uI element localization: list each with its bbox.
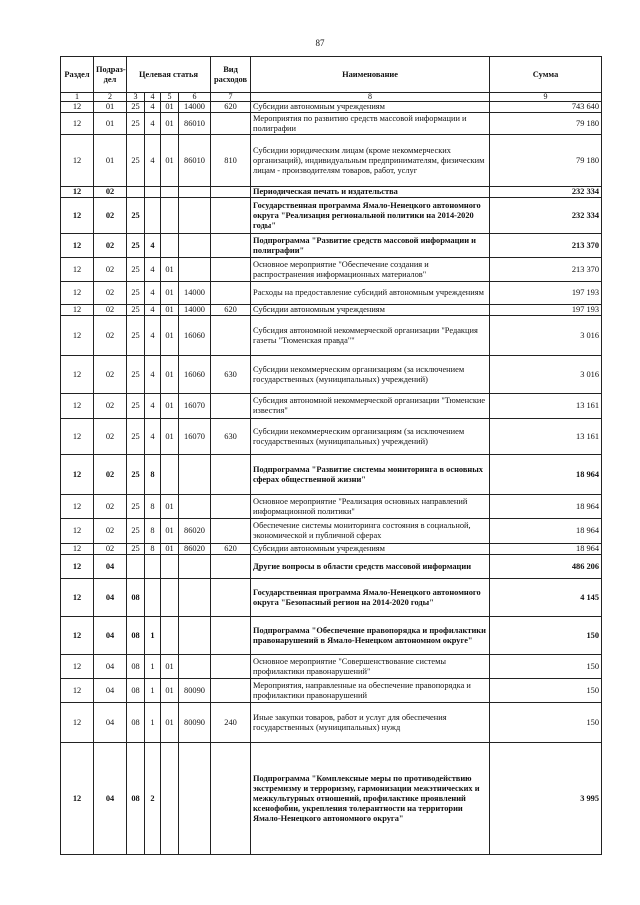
cell-razdel: 12	[61, 356, 94, 394]
table-row	[61, 305, 602, 316]
cell-direction: 86020	[179, 544, 211, 555]
cell-subprogram: 4	[145, 258, 161, 282]
cell-podrazdel: 01	[94, 113, 127, 135]
cell-podrazdel: 02	[94, 187, 127, 198]
cell-razdel: 12	[61, 617, 94, 655]
cell-subprogram: 2	[145, 743, 161, 855]
cell-name: Мероприятия по развитию средств массовой информации и полиграфии	[251, 113, 490, 135]
cell-vid	[211, 198, 251, 234]
cell-name: Субсидии автономным учреждениям	[251, 544, 490, 555]
col-num: 9	[490, 93, 602, 102]
cell-name: Иные закупки товаров, работ и услуг для обеспечения государственных (муниципальных) нужд	[251, 703, 490, 743]
cell-program: 25	[127, 316, 145, 356]
cell-subprogram: 8	[145, 544, 161, 555]
cell-razdel: 12	[61, 282, 94, 305]
cell-sum: 150	[490, 617, 602, 655]
table-row	[61, 187, 602, 198]
cell-program: 25	[127, 544, 145, 555]
col-num: 2	[94, 93, 127, 102]
cell-podrazdel: 04	[94, 703, 127, 743]
cell-sum: 3 016	[490, 356, 602, 394]
table-row	[61, 356, 602, 394]
cell-podrazdel: 02	[94, 305, 127, 316]
cell-subprogram: 4	[145, 113, 161, 135]
table-row	[61, 316, 602, 356]
cell-subprogram: 4	[145, 282, 161, 305]
cell-razdel: 12	[61, 743, 94, 855]
cell-subprogram: 1	[145, 617, 161, 655]
cell-vid	[211, 655, 251, 679]
cell-name: Основное мероприятие "Совершенствование системы профилактики правонарушений"	[251, 655, 490, 679]
cell-razdel: 12	[61, 544, 94, 555]
cell-razdel: 12	[61, 455, 94, 495]
cell-measure	[161, 743, 179, 855]
cell-program	[127, 555, 145, 579]
cell-vid	[211, 282, 251, 305]
cell-vid	[211, 316, 251, 356]
cell-podrazdel: 01	[94, 102, 127, 113]
cell-direction	[179, 455, 211, 495]
cell-sum: 197 193	[490, 282, 602, 305]
cell-name: Периодическая печать и издательства	[251, 187, 490, 198]
cell-podrazdel: 01	[94, 135, 127, 187]
cell-program: 25	[127, 234, 145, 258]
cell-measure: 01	[161, 102, 179, 113]
cell-name: Субсидии автономным учреждениям	[251, 102, 490, 113]
table-row	[61, 282, 602, 305]
cell-subprogram: 4	[145, 135, 161, 187]
cell-vid	[211, 743, 251, 855]
cell-program: 25	[127, 113, 145, 135]
table-row	[61, 258, 602, 282]
cell-subprogram: 4	[145, 234, 161, 258]
cell-podrazdel: 02	[94, 519, 127, 544]
table-row	[61, 234, 602, 258]
cell-podrazdel: 02	[94, 282, 127, 305]
cell-direction: 16070	[179, 419, 211, 455]
cell-podrazdel: 04	[94, 679, 127, 703]
cell-subprogram	[145, 198, 161, 234]
cell-sum: 150	[490, 679, 602, 703]
cell-sum: 18 964	[490, 519, 602, 544]
col-num: 6	[179, 93, 211, 102]
cell-vid	[211, 187, 251, 198]
cell-measure: 01	[161, 305, 179, 316]
table-row	[61, 679, 602, 703]
table-row	[61, 419, 602, 455]
cell-name: Субсидии некоммерческим организациям (за исключением государственных (муниципальных) учреждений)	[251, 356, 490, 394]
cell-podrazdel: 04	[94, 555, 127, 579]
cell-sum: 232 334	[490, 187, 602, 198]
cell-vid	[211, 519, 251, 544]
cell-measure: 01	[161, 655, 179, 679]
cell-razdel: 12	[61, 258, 94, 282]
cell-sum: 18 964	[490, 544, 602, 555]
cell-measure	[161, 234, 179, 258]
header-vid: Вид расходов	[211, 57, 251, 93]
cell-measure: 01	[161, 258, 179, 282]
cell-direction: 80090	[179, 679, 211, 703]
cell-measure	[161, 187, 179, 198]
cell-subprogram: 8	[145, 519, 161, 544]
cell-name: Подпрограмма "Развитие средств массовой информации и полиграфии"	[251, 234, 490, 258]
cell-podrazdel: 04	[94, 579, 127, 617]
cell-razdel: 12	[61, 305, 94, 316]
cell-name: Подпрограмма "Комплексные меры по противодействию экстремизму и терроризму, гармонизации межэтнических и межкультурных отношений, профилактике проявлений ксенофобии, укрепления толерантности на территории Ямало-Ненецкого автономного округа"	[251, 743, 490, 855]
cell-program: 25	[127, 102, 145, 113]
cell-subprogram: 1	[145, 679, 161, 703]
cell-vid	[211, 579, 251, 617]
cell-direction	[179, 555, 211, 579]
cell-subprogram	[145, 187, 161, 198]
cell-direction: 14000	[179, 282, 211, 305]
cell-direction	[179, 655, 211, 679]
cell-name: Основное мероприятие "Реализация основных направлений информационной политики"	[251, 495, 490, 519]
cell-razdel: 12	[61, 316, 94, 356]
cell-measure: 01	[161, 282, 179, 305]
cell-measure: 01	[161, 679, 179, 703]
cell-direction: 16070	[179, 394, 211, 419]
cell-name: Подпрограмма "Развитие системы мониторинга в основных сферах общественной жизни"	[251, 455, 490, 495]
cell-razdel: 12	[61, 555, 94, 579]
cell-sum: 18 964	[490, 455, 602, 495]
cell-razdel: 12	[61, 703, 94, 743]
cell-vid: 620	[211, 305, 251, 316]
cell-razdel: 12	[61, 679, 94, 703]
cell-subprogram: 4	[145, 356, 161, 394]
cell-direction	[179, 258, 211, 282]
cell-program: 25	[127, 495, 145, 519]
cell-subprogram: 4	[145, 419, 161, 455]
cell-name: Субсидии юридическим лицам (кроме некоммерческих организаций), индивидуальным предпринимателям, физическим лицам - производителям товаров, работ, услуг	[251, 135, 490, 187]
cell-program: 08	[127, 579, 145, 617]
cell-razdel: 12	[61, 519, 94, 544]
header-podrazdel: Подраз- дел	[94, 57, 127, 93]
cell-sum: 79 180	[490, 135, 602, 187]
cell-name: Расходы на предоставление субсидий автономным учреждениям	[251, 282, 490, 305]
header-sum: Сумма	[490, 57, 602, 93]
cell-sum: 486 206	[490, 555, 602, 579]
table-row	[61, 394, 602, 419]
cell-name: Государственная программа Ямало-Ненецкого автономного округа "Безопасный регион на 2014-2020 годы"	[251, 579, 490, 617]
cell-name: Субсидия автономной некоммерческой организации "Тюменские известия"	[251, 394, 490, 419]
cell-vid	[211, 495, 251, 519]
cell-program: 08	[127, 655, 145, 679]
cell-program: 25	[127, 305, 145, 316]
table-row	[61, 113, 602, 135]
cell-razdel: 12	[61, 394, 94, 419]
cell-sum: 13 161	[490, 419, 602, 455]
cell-podrazdel: 02	[94, 356, 127, 394]
col-num: 5	[161, 93, 179, 102]
cell-vid: 810	[211, 135, 251, 187]
cell-podrazdel: 04	[94, 655, 127, 679]
cell-name: Основное мероприятие "Обеспечение создания и распространения информационных материалов"	[251, 258, 490, 282]
col-num: 1	[61, 93, 94, 102]
cell-vid	[211, 455, 251, 495]
page-number: 87	[315, 38, 325, 48]
cell-vid	[211, 258, 251, 282]
cell-program: 25	[127, 394, 145, 419]
cell-sum: 13 161	[490, 394, 602, 419]
cell-razdel: 12	[61, 495, 94, 519]
table-row	[61, 102, 602, 113]
cell-subprogram: 1	[145, 703, 161, 743]
cell-vid: 240	[211, 703, 251, 743]
cell-subprogram: 4	[145, 394, 161, 419]
cell-direction: 86010	[179, 135, 211, 187]
cell-razdel: 12	[61, 102, 94, 113]
cell-podrazdel: 02	[94, 316, 127, 356]
cell-vid	[211, 617, 251, 655]
cell-program: 08	[127, 617, 145, 655]
cell-name: Субсидия автономной некоммерческой организации "Редакция газеты "Тюменская правда""	[251, 316, 490, 356]
cell-direction	[179, 198, 211, 234]
table-row	[61, 555, 602, 579]
cell-program: 25	[127, 198, 145, 234]
table-row	[61, 519, 602, 544]
cell-direction: 86010	[179, 113, 211, 135]
cell-subprogram	[145, 579, 161, 617]
table-header-row	[61, 57, 602, 93]
cell-program: 25	[127, 258, 145, 282]
table-row	[61, 495, 602, 519]
cell-program: 08	[127, 743, 145, 855]
cell-sum: 3 995	[490, 743, 602, 855]
table-row	[61, 579, 602, 617]
cell-sum: 4 145	[490, 579, 602, 617]
cell-direction: 80090	[179, 703, 211, 743]
column-number-row	[61, 93, 602, 102]
cell-direction: 14000	[179, 102, 211, 113]
cell-sum: 3 016	[490, 316, 602, 356]
cell-measure: 01	[161, 519, 179, 544]
cell-razdel: 12	[61, 187, 94, 198]
cell-razdel: 12	[61, 113, 94, 135]
cell-measure: 01	[161, 419, 179, 455]
cell-measure: 01	[161, 113, 179, 135]
cell-sum: 150	[490, 703, 602, 743]
cell-measure	[161, 455, 179, 495]
col-num: 8	[251, 93, 490, 102]
cell-measure	[161, 579, 179, 617]
cell-podrazdel: 02	[94, 544, 127, 555]
cell-podrazdel: 02	[94, 455, 127, 495]
table-body	[61, 102, 602, 855]
cell-direction: 16060	[179, 316, 211, 356]
cell-program: 25	[127, 356, 145, 394]
cell-measure: 01	[161, 356, 179, 394]
cell-program: 25	[127, 519, 145, 544]
cell-vid: 630	[211, 356, 251, 394]
cell-program	[127, 187, 145, 198]
cell-measure: 01	[161, 495, 179, 519]
cell-razdel: 12	[61, 655, 94, 679]
cell-podrazdel: 02	[94, 198, 127, 234]
cell-measure: 01	[161, 135, 179, 187]
cell-direction: 86020	[179, 519, 211, 544]
cell-sum: 197 193	[490, 305, 602, 316]
cell-measure: 01	[161, 703, 179, 743]
table-row	[61, 703, 602, 743]
cell-subprogram: 4	[145, 305, 161, 316]
table-row	[61, 455, 602, 495]
cell-sum: 743 640	[490, 102, 602, 113]
cell-name: Другие вопросы в области средств массовой информации	[251, 555, 490, 579]
cell-program: 25	[127, 455, 145, 495]
cell-podrazdel: 04	[94, 617, 127, 655]
header-target: Целевая статья	[127, 57, 211, 93]
cell-vid	[211, 113, 251, 135]
cell-name: Мероприятия, направленные на обеспечение правопорядка и профилактики правонарушений	[251, 679, 490, 703]
cell-sum: 213 370	[490, 234, 602, 258]
cell-measure: 01	[161, 544, 179, 555]
cell-razdel: 12	[61, 135, 94, 187]
col-num: 3	[127, 93, 145, 102]
cell-podrazdel: 02	[94, 495, 127, 519]
header-name: Наименование	[251, 57, 490, 93]
cell-measure: 01	[161, 316, 179, 356]
cell-program: 25	[127, 282, 145, 305]
cell-program: 08	[127, 679, 145, 703]
cell-direction: 16060	[179, 356, 211, 394]
cell-vid: 630	[211, 419, 251, 455]
cell-program: 25	[127, 419, 145, 455]
cell-measure: 01	[161, 394, 179, 419]
cell-program: 25	[127, 135, 145, 187]
cell-razdel: 12	[61, 198, 94, 234]
cell-razdel: 12	[61, 419, 94, 455]
cell-podrazdel: 02	[94, 419, 127, 455]
cell-vid: 620	[211, 102, 251, 113]
cell-name: Государственная программа Ямало-Ненецкого автономного округа "Реализация региональной политики на 2014-2020 годы"	[251, 198, 490, 234]
cell-direction	[179, 617, 211, 655]
cell-subprogram: 4	[145, 316, 161, 356]
cell-program: 08	[127, 703, 145, 743]
cell-direction	[179, 743, 211, 855]
col-num: 4	[145, 93, 161, 102]
cell-sum: 213 370	[490, 258, 602, 282]
cell-sum: 150	[490, 655, 602, 679]
cell-measure	[161, 555, 179, 579]
cell-direction	[179, 234, 211, 258]
cell-direction	[179, 187, 211, 198]
cell-podrazdel: 02	[94, 394, 127, 419]
cell-vid	[211, 234, 251, 258]
cell-sum: 18 964	[490, 495, 602, 519]
cell-podrazdel: 02	[94, 258, 127, 282]
cell-razdel: 12	[61, 234, 94, 258]
cell-direction	[179, 579, 211, 617]
table-row	[61, 655, 602, 679]
table-row	[61, 617, 602, 655]
cell-name: Субсидии некоммерческим организациям (за исключением государственных (муниципальных) учреждений)	[251, 419, 490, 455]
cell-subprogram: 8	[145, 495, 161, 519]
cell-vid	[211, 555, 251, 579]
cell-subprogram: 8	[145, 455, 161, 495]
cell-direction	[179, 495, 211, 519]
cell-measure	[161, 198, 179, 234]
budget-table	[60, 56, 602, 855]
cell-subprogram	[145, 555, 161, 579]
cell-sum: 79 180	[490, 113, 602, 135]
table-row	[61, 198, 602, 234]
cell-vid	[211, 679, 251, 703]
cell-podrazdel: 02	[94, 234, 127, 258]
cell-subprogram: 4	[145, 102, 161, 113]
cell-podrazdel: 04	[94, 743, 127, 855]
cell-vid: 620	[211, 544, 251, 555]
cell-sum: 232 334	[490, 198, 602, 234]
table-row	[61, 135, 602, 187]
cell-name: Обеспечение системы мониторинга состояния в социальной, экономической и публичной сферах	[251, 519, 490, 544]
col-num: 7	[211, 93, 251, 102]
cell-subprogram: 1	[145, 655, 161, 679]
cell-name: Субсидии автономным учреждениям	[251, 305, 490, 316]
cell-measure	[161, 617, 179, 655]
cell-direction: 14000	[179, 305, 211, 316]
cell-razdel: 12	[61, 579, 94, 617]
cell-vid	[211, 394, 251, 419]
table-row	[61, 743, 602, 855]
cell-name: Подпрограмма "Обеспечение правопорядка и профилактики правонарушений в Ямало-Ненецком автономном округе"	[251, 617, 490, 655]
header-razdel: Раздел	[61, 57, 94, 93]
table-row	[61, 544, 602, 555]
